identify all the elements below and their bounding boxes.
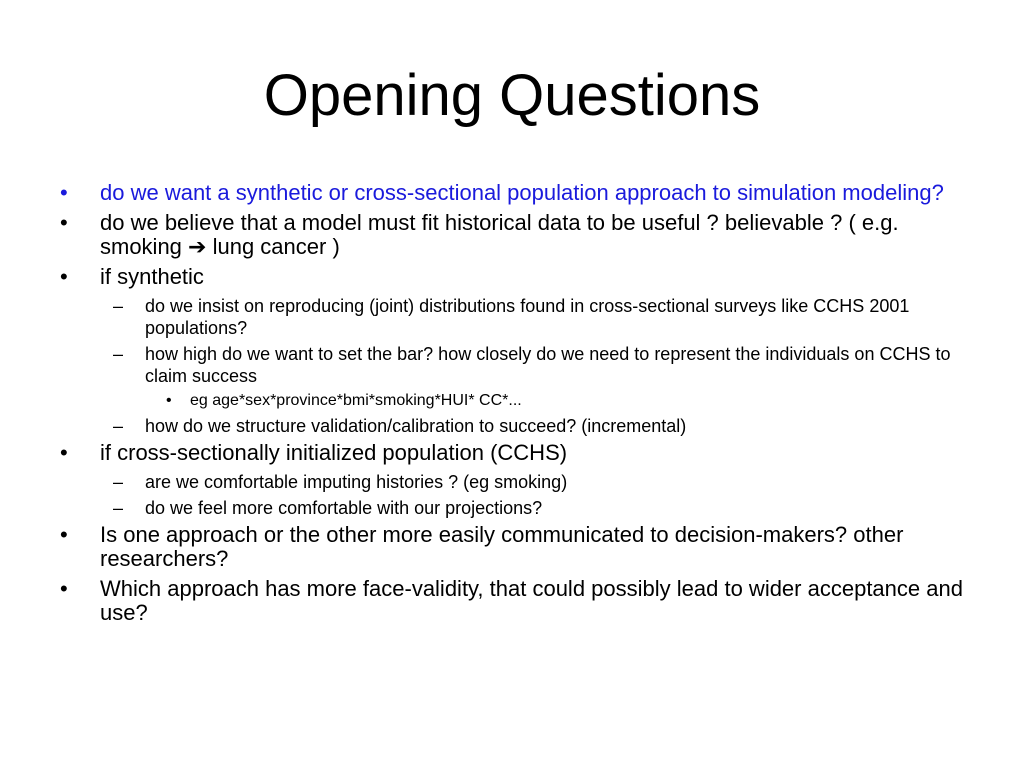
bullet-icon: •: [60, 440, 68, 465]
list-item: [0, 181, 1024, 205]
sub-sub-list-item: [0, 391, 1024, 411]
list-item: [0, 441, 1024, 465]
bullet-icon: •: [166, 392, 172, 409]
list-item-text: do we want a synthetic or cross-sectional population approach to simulation modeling?: [100, 180, 944, 205]
dash-icon: –: [113, 472, 124, 492]
list-item-text: Which approach has more face-validity, that could possibly lead to wider acceptance and use?: [100, 576, 963, 625]
sub-list-item: [0, 471, 1024, 493]
list-item-text: if synthetic: [100, 264, 204, 289]
list-item-text: lung cancer ): [206, 234, 340, 259]
right-arrow-icon: ➔: [188, 234, 207, 259]
sub-list-item: [0, 295, 1024, 339]
list-item-text: do we feel more comfortable with our projections?: [145, 498, 543, 518]
sub-list-item: [0, 415, 1024, 437]
dash-icon: –: [113, 416, 124, 436]
slide-title: Opening Questions: [263, 63, 761, 128]
sub-list-item: [0, 497, 1024, 519]
bullet-icon: •: [60, 180, 68, 205]
list-item: [0, 211, 1024, 259]
bullet-icon: •: [60, 264, 68, 289]
list-item: [0, 577, 1024, 625]
dash-icon: –: [113, 498, 124, 518]
bullet-icon: •: [60, 522, 68, 547]
list-item: [0, 523, 1024, 571]
list-item-text: eg age*sex*province*bmi*smoking*HUI* CC*...: [190, 392, 522, 409]
list-item-text: do we insist on reproducing (joint) distributions found in cross-sectional surveys like CCHS 2001 populations?: [145, 296, 910, 338]
list-item-text: are we comfortable imputing histories ? (eg smoking): [145, 472, 568, 492]
list-item-text: how do we structure validation/calibration to succeed? (incremental): [145, 416, 687, 436]
list-item-text: how high do we want to set the bar? how closely do we need to represent the individuals on CCHS to claim success: [145, 344, 951, 386]
dash-icon: –: [113, 296, 124, 316]
bullet-icon: •: [60, 210, 68, 235]
list-item: [0, 265, 1024, 289]
dash-icon: –: [113, 344, 124, 364]
list-item-text: if cross-sectionally initialized population (CCHS): [100, 440, 568, 465]
bullet-list: [0, 181, 1024, 631]
sub-list-item: [0, 343, 1024, 387]
bullet-icon: •: [60, 576, 68, 601]
list-item-text: do we believe that a model must fit historical data to be useful ? believable ? ( e.g. smoking: [100, 210, 899, 259]
list-item-text: Is one approach or the other more easily communicated to decision-makers? other researchers?: [100, 522, 904, 571]
